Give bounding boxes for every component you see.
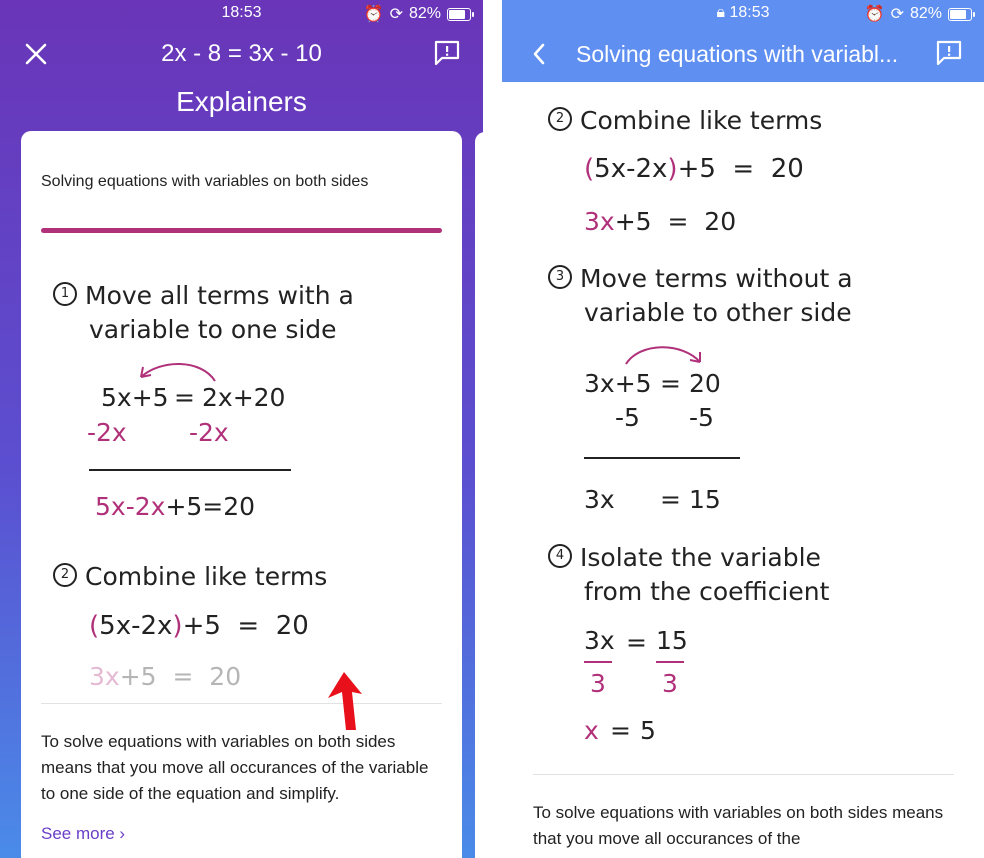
step-3-heading xyxy=(548,264,853,293)
alarm-icon: ⏰ xyxy=(864,6,885,23)
status-icons xyxy=(364,4,471,24)
back-chevron-icon xyxy=(531,43,547,65)
header-title: Solving equations with variabl... xyxy=(576,41,899,67)
description: To solve equations with variables on both sides means that you move all occurances of the xyxy=(533,803,944,848)
battery-icon xyxy=(447,8,471,21)
eq1-equals: = xyxy=(174,383,195,412)
step-3-line-1: Move terms without a xyxy=(580,264,853,293)
section-divider xyxy=(533,774,954,775)
solution-equals: = xyxy=(610,716,631,745)
feedback-button[interactable] xyxy=(432,38,462,68)
frac-den-left: 3 xyxy=(590,669,606,698)
result3-equals: = xyxy=(660,485,681,514)
progress-bar xyxy=(41,228,442,233)
faded-next-line: 3x+5 = 20 xyxy=(89,662,242,691)
back-button[interactable] xyxy=(526,40,552,68)
status-bar xyxy=(0,0,483,26)
alarm-icon: ⏰ xyxy=(363,6,384,23)
eq3-right: 20 xyxy=(689,369,721,398)
sub1-right: -2x xyxy=(189,418,229,447)
status-time: 18:53 xyxy=(221,4,262,21)
eq3-equals: = xyxy=(660,369,681,398)
step-1-heading xyxy=(53,281,354,310)
feedback-icon xyxy=(433,39,461,67)
eq1-right: 2x+20 xyxy=(202,383,286,412)
frac-den-right: 3 xyxy=(662,669,678,698)
next-card-peek[interactable] xyxy=(475,132,483,858)
solution-value: 5 xyxy=(640,716,656,745)
sub3-left: -5 xyxy=(615,403,640,432)
explainers-screen xyxy=(0,0,483,858)
combined-eq: 3x+5 = 20 xyxy=(584,207,737,236)
step-2-title: Combine like terms xyxy=(85,562,328,591)
frac-num-right: 15 xyxy=(656,626,688,655)
rotation-lock-icon: ⟳ xyxy=(890,6,904,23)
status-bar xyxy=(502,0,984,26)
result1-rest: +5=20 xyxy=(165,492,256,521)
battery-icon xyxy=(948,8,972,21)
solution-var: x xyxy=(584,716,599,745)
step-1-number: 1 xyxy=(53,282,77,306)
step-4-heading xyxy=(548,543,821,572)
step-2-title: Combine like terms xyxy=(580,106,823,135)
result3-right: 15 xyxy=(689,485,721,514)
step-2-number: 2 xyxy=(548,107,572,131)
eq1-left: 5x+5 xyxy=(101,383,169,412)
combine-eq: (5x-2x)+5 = 20 xyxy=(584,154,804,184)
result3-left: 3x xyxy=(584,485,615,514)
feedback-button[interactable] xyxy=(934,38,964,68)
see-more-link[interactable]: See more › xyxy=(41,824,126,843)
sub3-right: -5 xyxy=(689,403,714,432)
card-topic: Solving equations with variables on both sides xyxy=(41,173,369,190)
status-time: 🔒︎ 18:53 xyxy=(716,4,770,21)
status-icons xyxy=(865,4,972,24)
explainer-card[interactable] xyxy=(21,131,462,858)
step-4-line-1: Isolate the variable xyxy=(580,543,821,572)
result1-pink: 5x-2x xyxy=(95,492,166,521)
red-arrow-annotation-icon xyxy=(326,670,366,732)
page-title: Explainers xyxy=(176,86,307,117)
sum-line xyxy=(89,469,291,471)
lock-icon: 🔒︎ xyxy=(716,4,725,21)
screenshot-divider xyxy=(483,0,502,858)
step-4-line-2: from the coefficient xyxy=(584,577,830,606)
step-1-line-2: variable to one side xyxy=(89,315,337,344)
eq3-left: 3x+5 xyxy=(584,369,652,398)
step-3-line-2: variable to other side xyxy=(584,298,852,327)
battery-percent: 82% xyxy=(408,5,441,22)
battery-percent: 82% xyxy=(909,5,942,22)
result1 xyxy=(95,492,255,521)
detail-screen xyxy=(502,0,984,858)
combine-eq: (5x-2x)+5 = 20 xyxy=(89,611,309,641)
frac-bar-right xyxy=(656,661,684,663)
step-2-heading xyxy=(53,562,327,591)
frac-num-left: 3x xyxy=(584,626,615,655)
move-arrow-icon xyxy=(620,338,710,370)
card-divider xyxy=(41,703,442,704)
rotation-lock-icon: ⟳ xyxy=(389,6,403,23)
step-3-number: 3 xyxy=(548,265,572,289)
sub1-left: -2x xyxy=(87,418,127,447)
sum-line xyxy=(584,457,740,459)
step-2-heading xyxy=(548,106,822,135)
frac-equals: = xyxy=(626,628,647,657)
step-1-line-1: Move all terms with a xyxy=(85,281,354,310)
step-2-number: 2 xyxy=(53,563,77,587)
step-4-number: 4 xyxy=(548,544,572,568)
feedback-icon xyxy=(935,39,963,67)
frac-bar-left xyxy=(584,661,612,663)
move-arrow-icon xyxy=(131,355,221,385)
card-description: To solve equations with variables on both sides means that you move all occurances of the variable to one side of the equation and simplify. xyxy=(41,732,429,803)
equation-title: 2x - 8 = 3x - 10 xyxy=(161,40,322,67)
